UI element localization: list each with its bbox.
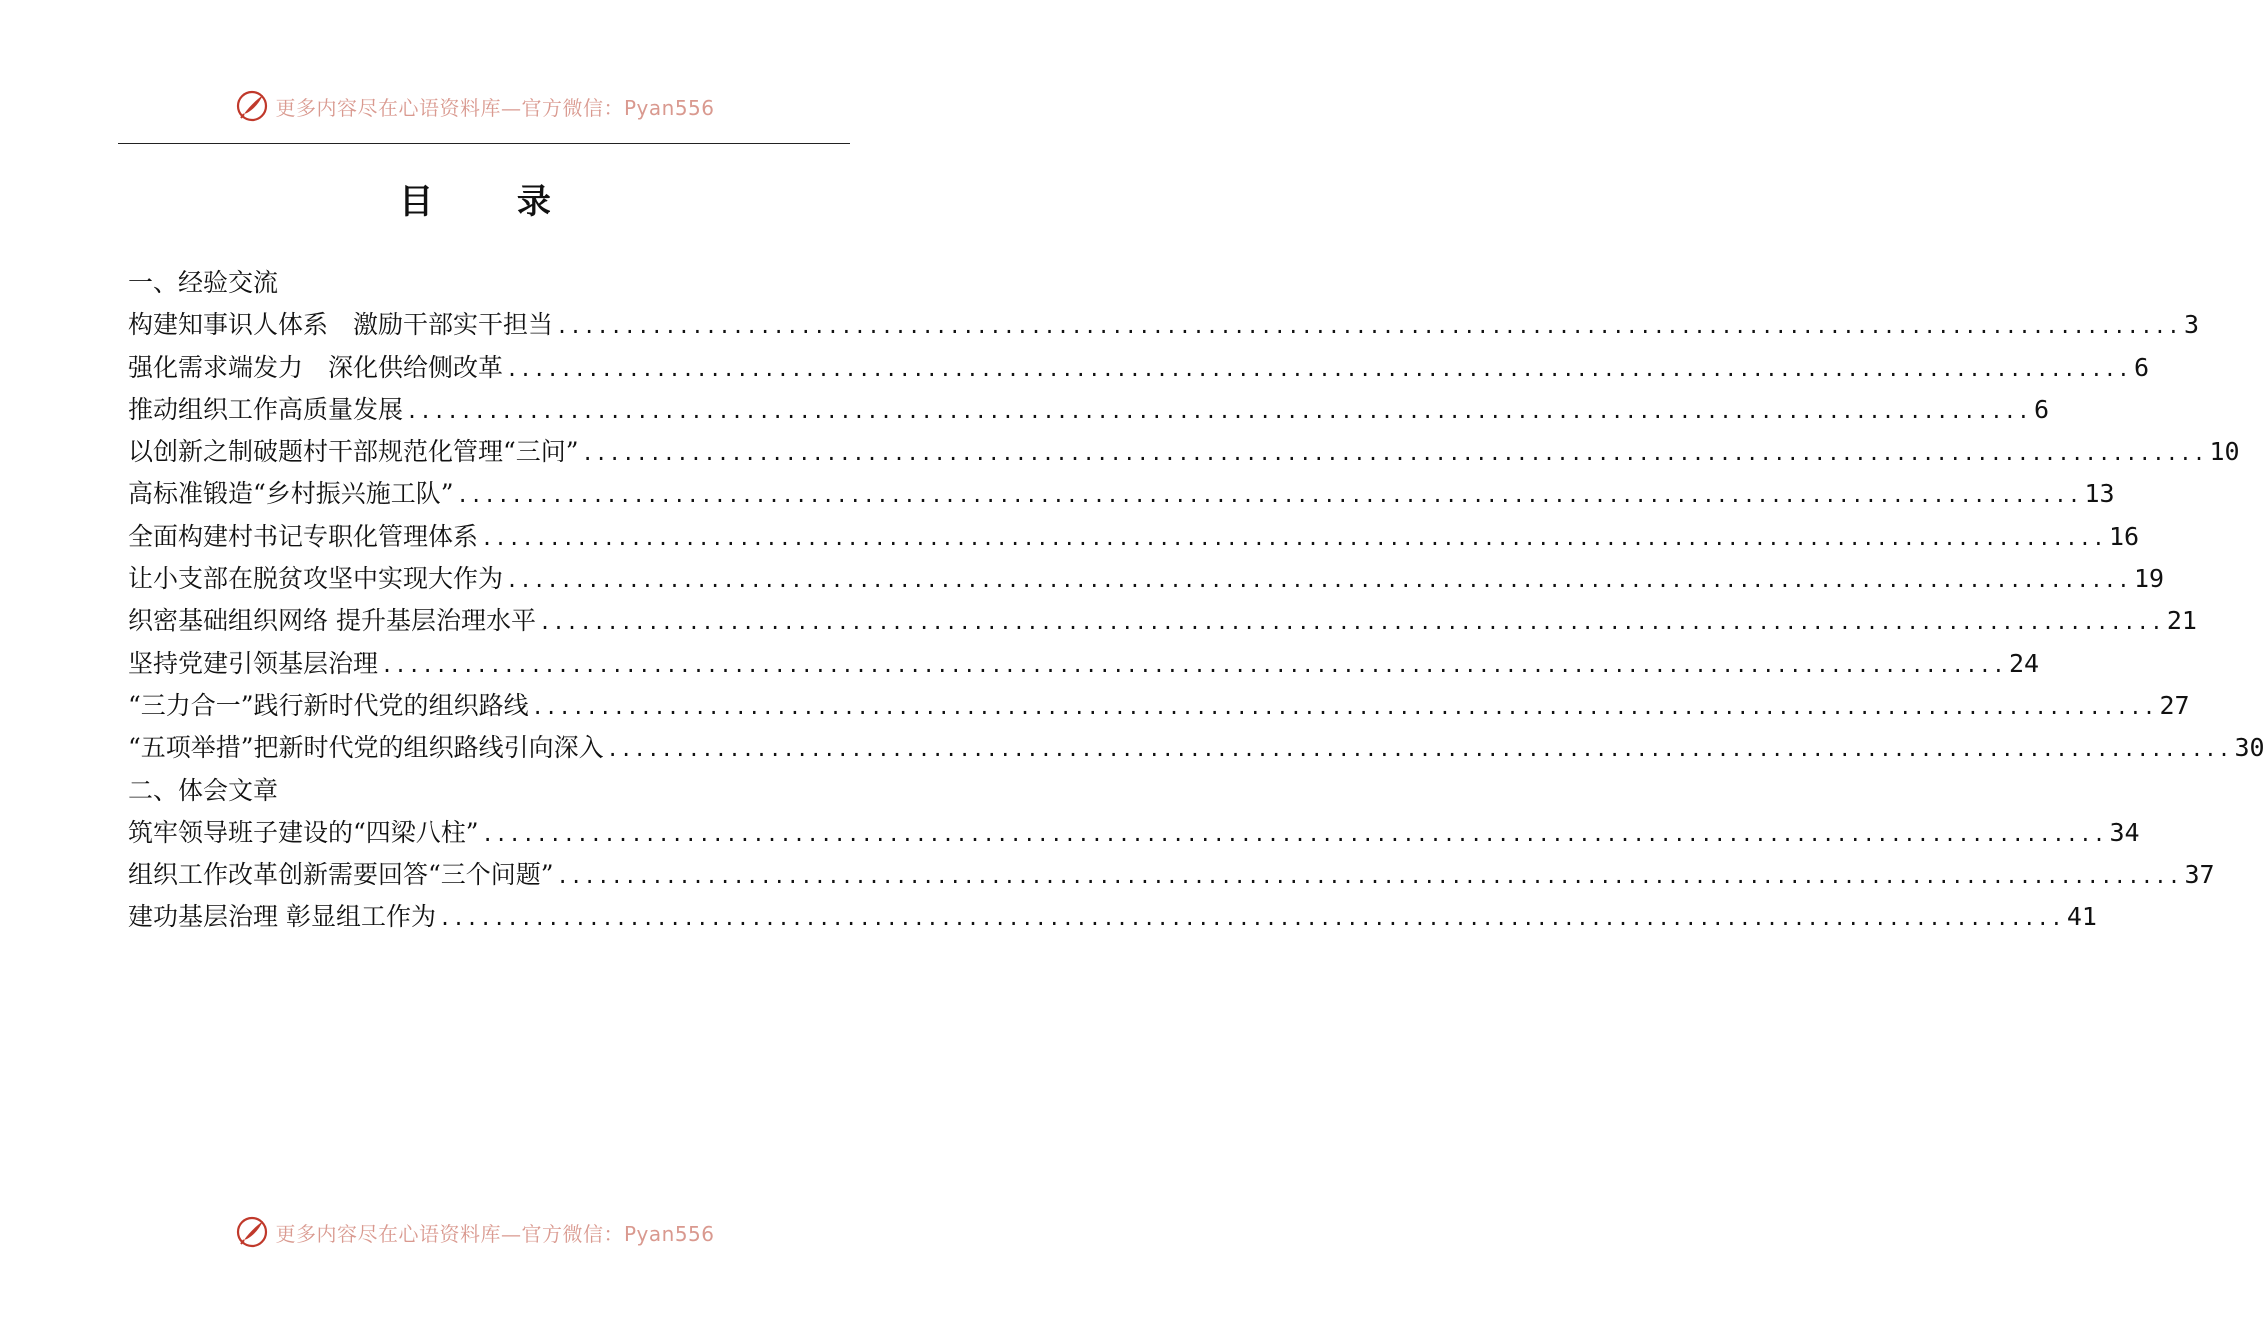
toc-entry-title: 强化需求端发力 深化供给侧改革 — [128, 352, 504, 382]
toc-entry[interactable] — [128, 685, 2190, 727]
dot-leader: ........................................................................................................................ — [406, 398, 2031, 423]
toc-entry-title: 坚持党建引领基层治理 — [128, 648, 379, 678]
dot-leader: ........................................................................................................................ — [538, 610, 2164, 635]
toc-entry-title: 全面构建村书记专职化管理体系 — [128, 521, 479, 551]
watermark-text: 更多内容尽在心语资料库—官方微信：Pyan556 — [275, 95, 715, 120]
toc-entry[interactable] — [128, 473, 2115, 515]
quill-logo-icon — [235, 1215, 269, 1249]
toc-entry-title: 以创新之制破题村干部规范化管理“三问” — [128, 437, 579, 467]
toc-page-number: 34 — [2109, 817, 2140, 847]
toc-entry-title: 织密基础组织网络 提升基层治理水平 — [128, 606, 536, 636]
quill-logo-icon — [235, 89, 269, 123]
toc-entry[interactable] — [128, 558, 2165, 600]
header-watermark — [0, 86, 950, 126]
toc-page-number: 6 — [2033, 394, 2049, 424]
watermark-text: 更多内容尽在心语资料库—官方微信：Pyan556 — [275, 1221, 715, 1246]
toc-entry-title: “三力合一”践行新时代党的组织路线 — [128, 690, 529, 720]
dot-leader: ........................................................................................................................ — [481, 525, 2106, 550]
toc-page-number: 6 — [2133, 352, 2149, 382]
toc-page-number: 24 — [2008, 648, 2040, 678]
toc-page-number: 27 — [2159, 690, 2190, 720]
page-title: 目 录 — [399, 182, 587, 222]
toc-page-number: 41 — [2066, 902, 2097, 932]
dot-leader: ........................................................................................................................ — [531, 694, 2157, 719]
toc-entry-title: 推动组织工作高质量发展 — [128, 394, 404, 424]
dot-leader: ........................................................................................................................ — [381, 652, 2006, 677]
toc-page-number: 16 — [2108, 521, 2140, 551]
toc-page-number: 10 — [2209, 437, 2240, 467]
toc-entry[interactable] — [128, 812, 2140, 854]
toc-entry-title: 高标准锻造“乡村振兴施工队” — [128, 479, 454, 509]
toc-entry[interactable] — [128, 431, 2240, 473]
toc-entry[interactable] — [128, 854, 2215, 896]
toc-entry-title: 构建知事识人体系 激励干部实干担当 — [128, 310, 554, 340]
toc-entry-title: 让小支部在脱贫攻坚中实现大作为 — [128, 564, 504, 594]
dot-leader: ........................................................................................................................ — [438, 906, 2064, 931]
toc-page-number: 37 — [2184, 860, 2215, 890]
dot-leader: ........................................................................................................................ — [506, 356, 2131, 381]
toc-entry-title: “五项举措”把新时代党的组织路线引向深入 — [128, 733, 604, 763]
toc-page-number: 3 — [2183, 310, 2199, 340]
toc-entry-title: 筑牢领导班子建设的“四梁八柱” — [128, 817, 479, 847]
dot-leader: ........................................................................................................................ — [506, 568, 2131, 593]
toc-entry[interactable] — [128, 516, 2140, 558]
toc-page-number: 19 — [2133, 564, 2165, 594]
toc-entry[interactable] — [128, 389, 2049, 431]
toc-entry[interactable] — [128, 643, 2040, 685]
dot-leader: ........................................................................................................................ — [556, 864, 2182, 889]
dot-leader: ........................................................................................................................ — [581, 441, 2207, 466]
toc-entry-title: 组织工作改革创新需要回答“三个问题” — [128, 860, 554, 890]
toc-section-heading: 二、体会文章 — [128, 775, 279, 805]
toc-entry[interactable] — [128, 600, 2197, 642]
table-of-contents — [128, 262, 2265, 939]
toc-page-number: 30 — [2234, 733, 2265, 763]
toc-entry[interactable] — [128, 727, 2265, 769]
toc-page-number: 21 — [2166, 606, 2197, 636]
dot-leader: ........................................................................................................................ — [481, 821, 2107, 846]
dot-leader: ........................................................................................................................ — [456, 483, 2082, 508]
toc-section-heading: 一、经验交流 — [128, 268, 279, 297]
header-divider — [118, 143, 850, 144]
toc-page-number: 13 — [2084, 479, 2115, 509]
toc-entry[interactable] — [128, 896, 2097, 938]
toc-entry[interactable] — [128, 347, 2149, 389]
footer-watermark — [0, 1212, 950, 1252]
toc-entry[interactable] — [128, 304, 2199, 346]
dot-leader: ........................................................................................................................ — [606, 737, 2232, 762]
toc-entry-title: 建功基层治理 彰显组工作为 — [128, 902, 436, 932]
dot-leader: ........................................................................................................................ — [556, 314, 2181, 339]
